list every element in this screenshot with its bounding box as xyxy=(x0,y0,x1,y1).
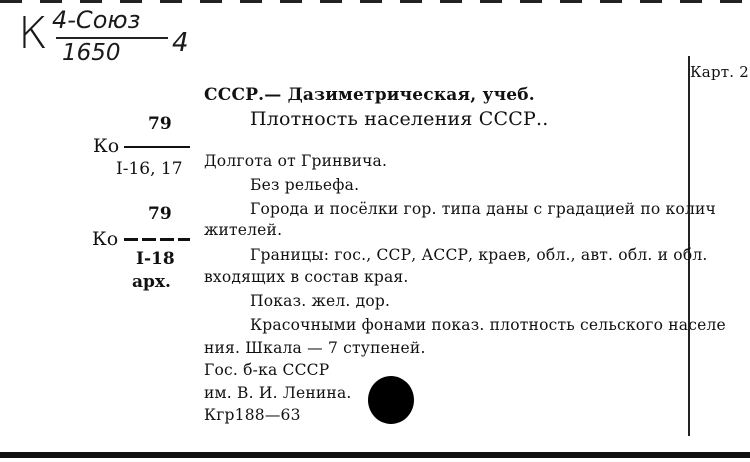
ink-blot xyxy=(368,376,414,424)
entry-line: жителей. xyxy=(204,221,283,239)
handwritten-suffix: 4 xyxy=(172,28,189,58)
entry-line: Долгота от Гринвича. xyxy=(204,152,388,170)
entry-title: Плотность населения СССР.. xyxy=(250,108,549,130)
entry-line: ния. Шкала — 7 ступеней. xyxy=(204,339,426,357)
shelfmark-2-bar xyxy=(124,238,190,241)
entry-line: Кгр188—63 xyxy=(204,406,301,424)
shelfmark-1-sub: I-16, 17 xyxy=(116,159,183,179)
entry-heading: СССР.— Дазиметрическая, учеб. xyxy=(204,85,535,105)
handwritten-line2: 1650 xyxy=(62,40,121,66)
entry-line: Показ. жел. дор. xyxy=(250,292,391,310)
entry-line: Гос. б-ка СССР xyxy=(204,361,330,379)
shelfmark-1-number: 79 xyxy=(148,114,172,134)
entry-line: Города и посёлки гор. типа даны с градацией по колич xyxy=(250,200,716,218)
right-column-label: Карт. 2 xyxy=(690,63,749,81)
handwritten-line1: 4-Союз xyxy=(52,6,141,34)
shelfmark-2-prefix: Ко xyxy=(92,228,119,250)
entry-line: им. В. И. Ленина. xyxy=(204,384,352,402)
handwritten-fraction-bar xyxy=(56,37,168,39)
shelfmark-2-extra: арх. xyxy=(132,272,171,292)
entry-line: Красочными фонами показ. плотность сельского населе xyxy=(250,316,726,334)
bottom-border xyxy=(0,452,750,458)
entry-line: Границы: гос., ССР, АССР, краев, обл., авт. обл. и обл. xyxy=(250,246,708,264)
shelfmark-2-number: 79 xyxy=(148,204,172,224)
handwritten-prefix: К xyxy=(18,8,48,59)
entry-line: Без рельефа. xyxy=(250,176,360,194)
shelfmark-2-sub: I-18 xyxy=(136,249,175,269)
entry-line: входящих в состав края. xyxy=(204,268,409,286)
shelfmark-1-bar xyxy=(124,146,190,148)
shelfmark-1-prefix: Ко xyxy=(93,135,120,157)
top-border xyxy=(0,0,750,3)
